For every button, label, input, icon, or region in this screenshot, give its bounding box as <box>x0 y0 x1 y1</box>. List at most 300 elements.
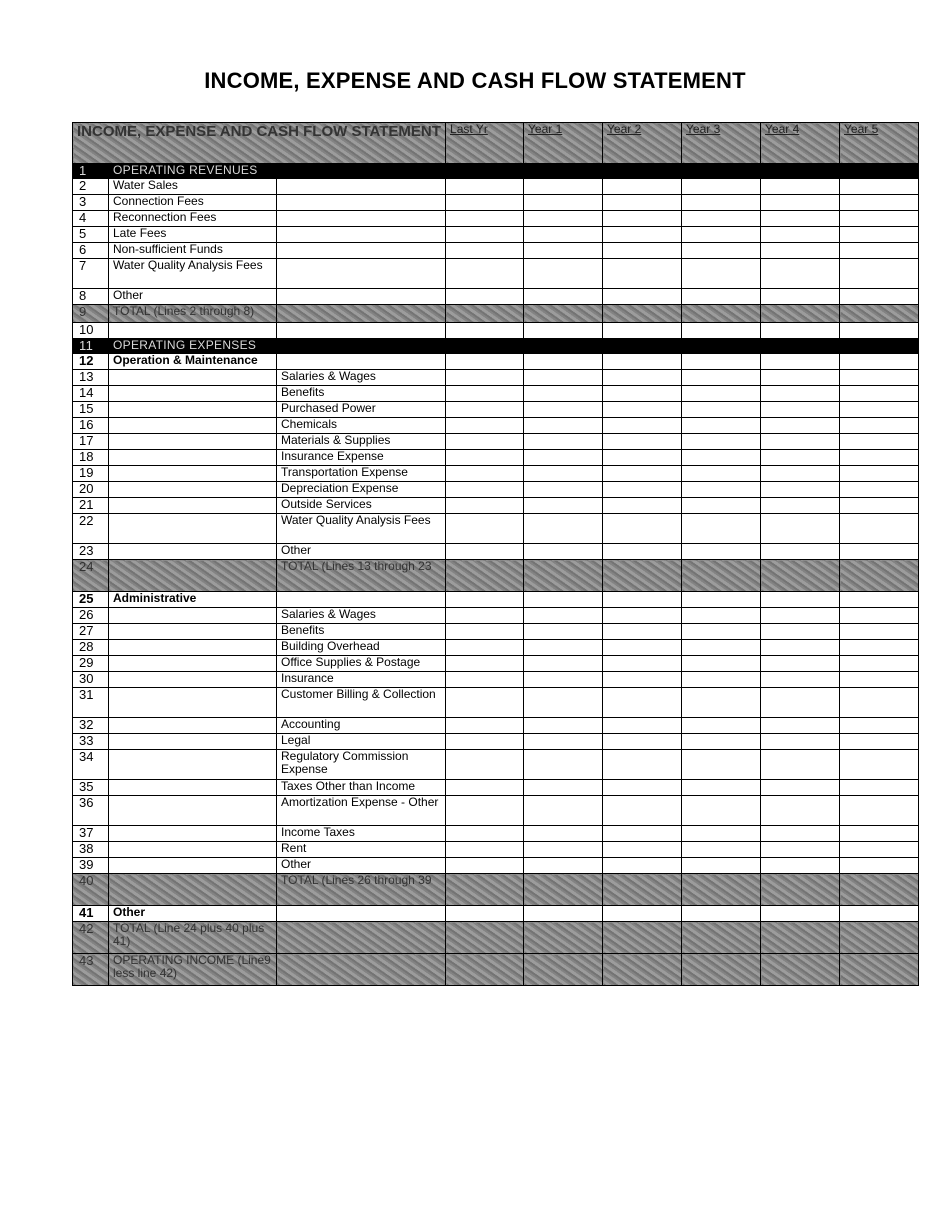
value-cell[interactable] <box>682 560 761 592</box>
value-cell[interactable] <box>603 482 682 498</box>
value-cell[interactable] <box>524 305 603 323</box>
value-cell[interactable] <box>682 796 761 826</box>
line-category <box>109 842 277 858</box>
value-cell[interactable] <box>682 640 761 656</box>
value-cell[interactable] <box>446 498 524 514</box>
value-cell[interactable] <box>524 354 603 370</box>
value-cell[interactable] <box>524 656 603 672</box>
value-cell[interactable] <box>446 354 524 370</box>
value-cell[interactable] <box>446 826 524 842</box>
value-cell[interactable] <box>840 624 919 640</box>
value-cell[interactable] <box>603 289 682 305</box>
line-item: Purchased Power <box>277 402 446 418</box>
value-cell[interactable] <box>603 688 682 718</box>
line-category <box>109 718 277 734</box>
value-cell[interactable] <box>761 289 840 305</box>
value-cell[interactable] <box>840 544 919 560</box>
value-cell[interactable] <box>524 195 603 211</box>
value-cell[interactable] <box>682 906 761 922</box>
line-item: Other <box>277 858 446 874</box>
line-item <box>277 954 446 986</box>
value-cell[interactable] <box>446 672 524 688</box>
line-number: 21 <box>73 498 109 514</box>
value-cell[interactable] <box>761 874 840 906</box>
value-cell[interactable] <box>682 211 761 227</box>
value-cell[interactable] <box>682 323 761 339</box>
value-cell[interactable] <box>524 906 603 922</box>
value-cell[interactable] <box>761 608 840 624</box>
value-cell[interactable] <box>682 466 761 482</box>
line-number: 37 <box>73 826 109 842</box>
value-cell[interactable] <box>761 418 840 434</box>
value-cell[interactable] <box>761 906 840 922</box>
line-item <box>277 243 446 259</box>
line-category <box>109 450 277 466</box>
value-cell[interactable] <box>603 354 682 370</box>
value-cell[interactable] <box>603 418 682 434</box>
value-cell[interactable] <box>603 842 682 858</box>
value-cell[interactable] <box>682 402 761 418</box>
value-cell[interactable] <box>524 826 603 842</box>
table-row <box>73 922 919 954</box>
value-cell[interactable] <box>840 874 919 906</box>
value-cell[interactable] <box>446 289 524 305</box>
value-cell[interactable] <box>761 672 840 688</box>
value-cell[interactable] <box>524 466 603 482</box>
value-cell[interactable] <box>446 560 524 592</box>
value-cell[interactable] <box>524 544 603 560</box>
value-cell[interactable] <box>840 780 919 796</box>
value-cell[interactable] <box>840 796 919 826</box>
value-cell[interactable] <box>761 259 840 289</box>
value-cell[interactable] <box>761 466 840 482</box>
value-cell[interactable] <box>603 434 682 450</box>
value-cell[interactable] <box>446 780 524 796</box>
line-item <box>277 289 446 305</box>
value-cell[interactable] <box>761 323 840 339</box>
value-cell[interactable] <box>840 640 919 656</box>
value-cell[interactable] <box>603 624 682 640</box>
value-cell[interactable] <box>840 842 919 858</box>
line-item <box>277 305 446 323</box>
value-cell[interactable] <box>840 195 919 211</box>
value-cell[interactable] <box>682 608 761 624</box>
line-item: Regulatory Commission Expense <box>277 750 446 780</box>
value-cell[interactable] <box>603 195 682 211</box>
table-row <box>73 624 919 640</box>
value-cell[interactable] <box>840 656 919 672</box>
value-cell[interactable] <box>603 672 682 688</box>
value-cell[interactable] <box>524 289 603 305</box>
value-cell[interactable] <box>524 624 603 640</box>
value-cell[interactable] <box>840 354 919 370</box>
line-number: 15 <box>73 402 109 418</box>
value-cell[interactable] <box>840 386 919 402</box>
table-row <box>73 688 919 718</box>
value-cell[interactable] <box>603 640 682 656</box>
value-cell[interactable] <box>840 826 919 842</box>
value-cell[interactable] <box>524 954 603 986</box>
value-cell[interactable] <box>446 640 524 656</box>
statement-table <box>72 122 919 986</box>
value-cell[interactable] <box>524 402 603 418</box>
value-cell[interactable] <box>840 434 919 450</box>
value-cell[interactable] <box>682 858 761 874</box>
value-cell[interactable] <box>446 243 524 259</box>
value-cell[interactable] <box>603 922 682 954</box>
value-cell[interactable] <box>603 656 682 672</box>
value-cell[interactable] <box>840 370 919 386</box>
value-cell[interactable] <box>603 780 682 796</box>
value-cell[interactable] <box>761 498 840 514</box>
value-cell[interactable] <box>603 402 682 418</box>
value-cell[interactable] <box>446 450 524 466</box>
value-cell[interactable] <box>761 624 840 640</box>
value-cell[interactable] <box>524 434 603 450</box>
value-cell[interactable] <box>446 750 524 780</box>
value-cell[interactable] <box>446 842 524 858</box>
value-cell[interactable] <box>761 305 840 323</box>
value-cell[interactable] <box>524 874 603 906</box>
value-cell[interactable] <box>840 498 919 514</box>
value-cell[interactable] <box>682 243 761 259</box>
value-cell[interactable] <box>603 498 682 514</box>
line-number: 2 <box>73 179 109 195</box>
value-cell[interactable] <box>446 624 524 640</box>
value-cell[interactable] <box>682 954 761 986</box>
line-category <box>109 514 277 544</box>
line-item: TOTAL (Lines 13 through 23 <box>277 560 446 592</box>
value-cell[interactable] <box>682 434 761 450</box>
value-cell[interactable] <box>446 434 524 450</box>
value-cell[interactable] <box>761 179 840 195</box>
value-cell[interactable] <box>446 402 524 418</box>
value-cell[interactable] <box>446 179 524 195</box>
value-cell[interactable] <box>524 179 603 195</box>
value-cell[interactable] <box>840 592 919 608</box>
value-cell[interactable] <box>446 227 524 243</box>
table-row <box>73 498 919 514</box>
value-cell[interactable] <box>682 656 761 672</box>
value-cell[interactable] <box>603 954 682 986</box>
value-cell[interactable] <box>524 323 603 339</box>
value-cell[interactable] <box>682 826 761 842</box>
value-cell[interactable] <box>840 482 919 498</box>
value-cell[interactable] <box>446 734 524 750</box>
value-cell[interactable] <box>840 227 919 243</box>
value-cell[interactable] <box>524 243 603 259</box>
value-cell[interactable] <box>446 418 524 434</box>
table-row <box>73 227 919 243</box>
value-cell[interactable] <box>761 592 840 608</box>
line-item: Salaries & Wages <box>277 370 446 386</box>
value-cell[interactable] <box>682 195 761 211</box>
table-header-title: INCOME, EXPENSE AND CASH FLOW STATEMENT <box>73 123 446 164</box>
value-cell[interactable] <box>682 734 761 750</box>
value-cell[interactable] <box>603 544 682 560</box>
value-cell[interactable] <box>524 734 603 750</box>
value-cell[interactable] <box>603 750 682 780</box>
value-cell[interactable] <box>682 874 761 906</box>
value-cell[interactable] <box>682 514 761 544</box>
value-cell[interactable] <box>840 466 919 482</box>
value-cell[interactable] <box>840 688 919 718</box>
value-cell[interactable] <box>603 560 682 592</box>
value-cell[interactable] <box>761 858 840 874</box>
table-row <box>73 734 919 750</box>
value-cell[interactable] <box>840 954 919 986</box>
line-number: 32 <box>73 718 109 734</box>
value-cell[interactable] <box>446 482 524 498</box>
value-cell[interactable] <box>524 418 603 434</box>
value-cell[interactable] <box>524 718 603 734</box>
value-cell[interactable] <box>524 560 603 592</box>
line-item: Transportation Expense <box>277 466 446 482</box>
line-category <box>109 874 277 906</box>
value-cell[interactable] <box>682 227 761 243</box>
value-cell[interactable] <box>682 780 761 796</box>
value-cell[interactable] <box>682 750 761 780</box>
value-cell[interactable] <box>761 354 840 370</box>
value-cell[interactable] <box>840 211 919 227</box>
value-cell[interactable] <box>682 450 761 466</box>
value-cell[interactable] <box>524 227 603 243</box>
value-cell[interactable] <box>524 922 603 954</box>
line-item: Amortization Expense - Other <box>277 796 446 826</box>
value-cell[interactable] <box>761 482 840 498</box>
value-cell[interactable] <box>840 402 919 418</box>
value-cell[interactable] <box>446 922 524 954</box>
line-item <box>277 259 446 289</box>
value-cell[interactable] <box>840 514 919 544</box>
line-number: 40 <box>73 874 109 906</box>
line-number: 25 <box>73 592 109 608</box>
line-number: 18 <box>73 450 109 466</box>
value-cell[interactable] <box>761 195 840 211</box>
value-cell[interactable] <box>682 482 761 498</box>
value-cell[interactable] <box>840 672 919 688</box>
value-cell[interactable] <box>603 826 682 842</box>
table-row <box>73 450 919 466</box>
value-cell[interactable] <box>682 305 761 323</box>
line-category <box>109 386 277 402</box>
value-cell[interactable] <box>682 544 761 560</box>
value-cell[interactable] <box>761 450 840 466</box>
value-cell[interactable] <box>682 592 761 608</box>
value-cell[interactable] <box>761 656 840 672</box>
value-cell[interactable] <box>761 544 840 560</box>
value-cell[interactable] <box>446 305 524 323</box>
value-cell[interactable] <box>524 842 603 858</box>
value-cell[interactable] <box>603 211 682 227</box>
value-cell[interactable] <box>446 796 524 826</box>
page-title: INCOME, EXPENSE AND CASH FLOW STATEMENT <box>204 68 746 93</box>
value-cell[interactable] <box>761 402 840 418</box>
value-cell[interactable] <box>603 243 682 259</box>
value-cell[interactable] <box>446 718 524 734</box>
value-cell[interactable] <box>682 842 761 858</box>
value-cell[interactable] <box>761 211 840 227</box>
value-cell[interactable] <box>524 592 603 608</box>
value-cell[interactable] <box>761 750 840 780</box>
value-cell[interactable] <box>603 227 682 243</box>
value-cell[interactable] <box>761 370 840 386</box>
value-cell[interactable] <box>446 608 524 624</box>
line-number: 26 <box>73 608 109 624</box>
value-cell[interactable] <box>524 688 603 718</box>
value-cell[interactable] <box>761 514 840 544</box>
value-cell[interactable] <box>840 289 919 305</box>
value-cell[interactable] <box>840 750 919 780</box>
value-cell[interactable] <box>524 640 603 656</box>
value-cell[interactable] <box>840 305 919 323</box>
value-cell[interactable] <box>840 734 919 750</box>
value-cell[interactable] <box>524 514 603 544</box>
line-item <box>277 179 446 195</box>
value-cell[interactable] <box>682 354 761 370</box>
line-item <box>277 211 446 227</box>
line-number: 31 <box>73 688 109 718</box>
value-cell[interactable] <box>524 672 603 688</box>
value-cell[interactable] <box>761 688 840 718</box>
value-cell[interactable] <box>840 259 919 289</box>
value-cell[interactable] <box>446 514 524 544</box>
value-cell[interactable] <box>761 560 840 592</box>
value-cell[interactable] <box>682 259 761 289</box>
value-cell[interactable] <box>682 386 761 402</box>
value-cell[interactable] <box>524 386 603 402</box>
value-cell[interactable] <box>840 243 919 259</box>
value-cell[interactable] <box>446 688 524 718</box>
value-cell[interactable] <box>603 305 682 323</box>
line-category <box>109 688 277 718</box>
value-cell[interactable] <box>682 922 761 954</box>
value-cell[interactable] <box>603 466 682 482</box>
value-cell[interactable] <box>840 608 919 624</box>
value-cell[interactable] <box>446 906 524 922</box>
value-cell[interactable] <box>446 386 524 402</box>
value-cell[interactable] <box>840 718 919 734</box>
line-category: Operation & Maintenance <box>109 354 277 370</box>
value-cell[interactable] <box>840 858 919 874</box>
value-cell[interactable] <box>761 796 840 826</box>
value-cell[interactable] <box>603 323 682 339</box>
value-cell[interactable] <box>761 227 840 243</box>
value-cell[interactable] <box>446 544 524 560</box>
value-cell[interactable] <box>761 780 840 796</box>
table-row <box>73 179 919 195</box>
value-cell[interactable] <box>446 858 524 874</box>
value-cell[interactable] <box>603 514 682 544</box>
value-cell[interactable] <box>761 386 840 402</box>
line-category <box>109 796 277 826</box>
line-number: 39 <box>73 858 109 874</box>
value-cell[interactable] <box>761 734 840 750</box>
line-category <box>109 780 277 796</box>
value-cell[interactable] <box>682 370 761 386</box>
value-cell[interactable] <box>603 874 682 906</box>
value-cell[interactable] <box>603 734 682 750</box>
value-cell[interactable] <box>603 796 682 826</box>
value-cell[interactable] <box>761 954 840 986</box>
value-cell[interactable] <box>682 418 761 434</box>
value-cell[interactable] <box>524 498 603 514</box>
value-cell[interactable] <box>840 450 919 466</box>
value-cell[interactable] <box>603 608 682 624</box>
value-cell[interactable] <box>524 259 603 289</box>
value-cell[interactable] <box>840 922 919 954</box>
value-cell[interactable] <box>761 922 840 954</box>
value-cell[interactable] <box>524 780 603 796</box>
value-cell[interactable] <box>840 560 919 592</box>
value-cell[interactable] <box>840 179 919 195</box>
value-cell[interactable] <box>446 211 524 227</box>
value-cell[interactable] <box>761 434 840 450</box>
value-cell[interactable] <box>761 640 840 656</box>
value-cell[interactable] <box>603 906 682 922</box>
line-category <box>109 498 277 514</box>
value-cell[interactable] <box>446 954 524 986</box>
value-cell[interactable] <box>603 386 682 402</box>
value-cell[interactable] <box>761 243 840 259</box>
value-cell[interactable] <box>524 482 603 498</box>
line-item <box>277 922 446 954</box>
value-cell[interactable] <box>524 750 603 780</box>
value-cell[interactable] <box>446 370 524 386</box>
value-cell[interactable] <box>682 498 761 514</box>
line-item: Chemicals <box>277 418 446 434</box>
value-cell[interactable] <box>446 466 524 482</box>
value-cell[interactable] <box>446 656 524 672</box>
line-item: Accounting <box>277 718 446 734</box>
value-cell[interactable] <box>761 826 840 842</box>
value-cell[interactable] <box>682 289 761 305</box>
value-cell[interactable] <box>446 874 524 906</box>
value-cell[interactable] <box>524 450 603 466</box>
value-cell[interactable] <box>603 370 682 386</box>
value-cell[interactable] <box>446 259 524 289</box>
value-cell[interactable] <box>446 195 524 211</box>
value-cell[interactable] <box>682 624 761 640</box>
value-cell[interactable] <box>603 259 682 289</box>
value-cell[interactable] <box>840 906 919 922</box>
value-cell[interactable] <box>682 672 761 688</box>
value-cell[interactable] <box>446 323 524 339</box>
value-cell[interactable] <box>524 370 603 386</box>
value-cell[interactable] <box>603 858 682 874</box>
value-cell[interactable] <box>603 592 682 608</box>
table-row <box>73 418 919 434</box>
line-number: 13 <box>73 370 109 386</box>
value-cell[interactable] <box>524 858 603 874</box>
value-cell[interactable] <box>761 718 840 734</box>
value-cell[interactable] <box>603 179 682 195</box>
value-cell[interactable] <box>603 718 682 734</box>
value-cell[interactable] <box>524 608 603 624</box>
value-cell[interactable] <box>524 211 603 227</box>
value-cell[interactable] <box>603 450 682 466</box>
value-cell[interactable] <box>682 688 761 718</box>
line-item <box>277 323 446 339</box>
value-cell[interactable] <box>524 796 603 826</box>
value-cell[interactable] <box>682 179 761 195</box>
value-cell[interactable] <box>840 323 919 339</box>
line-number: 19 <box>73 466 109 482</box>
value-cell[interactable] <box>446 592 524 608</box>
value-cell[interactable] <box>682 718 761 734</box>
value-cell[interactable] <box>761 842 840 858</box>
value-cell[interactable] <box>840 418 919 434</box>
